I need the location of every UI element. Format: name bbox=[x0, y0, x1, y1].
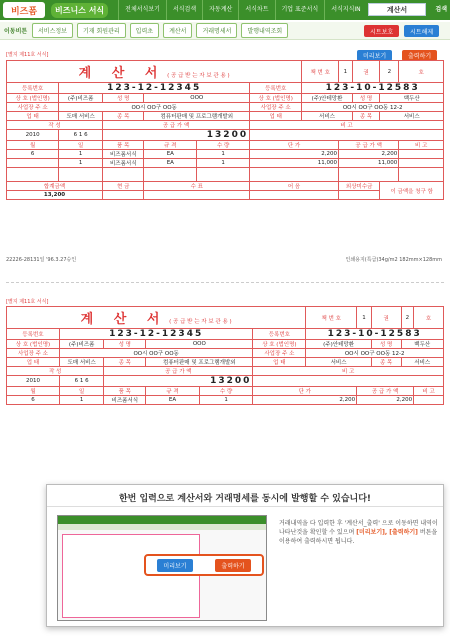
table-row bbox=[7, 168, 444, 182]
check-label: 수 표 bbox=[144, 182, 250, 191]
book-ho[interactable]: 2 bbox=[380, 61, 399, 83]
sheet-unprotect-button[interactable]: 시트해제 bbox=[404, 25, 439, 37]
print-button[interactable]: 출력하기 bbox=[402, 50, 437, 61]
col-qty: 수 량 bbox=[197, 141, 250, 150]
invoice-table-bottom: 계 산 서 ( 공 급 받 는 자 보 관 용 ) 책 번 호 1 권 2 호 등록번호 123-12-12345 등록번호 123-10-12583 상 호 (법인명) (주)비즈폼 성 명 OOO 상 호 (법인명) (주)안테망환 성 명 백두산 사업장 주 소 OO시 OO구 OO동 사업장 주 소 OO시 OO구 OO동 12-2 업 태 도매 서비스 종 목 컴퓨터판매 및 프로그램개발외 업 태 서비스 종 목 서비스 작 성 공 급 가 액 비 고 2010 6 1 6 13200 월 일 품 목 규 격 수 량 단 가 공 급 가 액 비 고 6 1 비즈폼서식 EA 1 2,200 2,200 bbox=[6, 306, 444, 405]
item-buyer[interactable]: 서비스 bbox=[380, 112, 444, 121]
table-row: 6 1 비즈폼서식 EA 1 2,200 2,200 bbox=[7, 396, 444, 405]
tab-service[interactable]: 서비스정보 bbox=[32, 23, 73, 38]
company-buyer[interactable]: (주)안테망환 bbox=[302, 94, 352, 103]
date-header: 작 성 bbox=[7, 121, 103, 130]
total-label: 합계금액 bbox=[7, 182, 103, 191]
ceo-buyer[interactable]: 백두산 bbox=[380, 94, 444, 103]
nav-item-all[interactable]: 전체서식보기 bbox=[118, 0, 166, 20]
tab-invoice[interactable]: 계산서 bbox=[163, 23, 192, 38]
month-day[interactable]: 6 1 6 bbox=[59, 130, 103, 141]
total-value[interactable]: 13,200 bbox=[7, 191, 103, 200]
section-label: [별지 제11호 서식] bbox=[6, 52, 49, 58]
bizform-logo[interactable]: 비즈폼 bbox=[3, 2, 45, 18]
year[interactable]: 2010 bbox=[7, 130, 59, 141]
top-nav bbox=[118, 0, 366, 20]
book-no-label: 책 번 호 bbox=[302, 61, 339, 83]
nav-item-chart[interactable]: 서식차트 bbox=[238, 0, 274, 20]
nav-item-calc[interactable]: 자동계산 bbox=[202, 0, 238, 20]
book-unit: 권 bbox=[352, 61, 380, 83]
search-button[interactable]: 검색 bbox=[435, 6, 447, 13]
company-label: 상 호 (법인명) bbox=[7, 94, 59, 103]
top-bar bbox=[0, 0, 450, 20]
addr-label: 사업장 주 소 bbox=[7, 103, 59, 112]
invoice-title-bottom: 계 산 서 bbox=[80, 312, 168, 327]
col-note: 비 고 bbox=[399, 141, 444, 150]
reg-no-supplier[interactable]: 123-12-12345 bbox=[59, 83, 250, 94]
addr-buyer[interactable]: OO시 OO구 OO동 12-2 bbox=[302, 103, 444, 112]
reg-label-buyer: 등록번호 bbox=[250, 83, 302, 94]
receipt-text: 이 금액을 청구 함 bbox=[380, 182, 444, 200]
biz-buyer[interactable]: 서비스 bbox=[302, 112, 352, 121]
bizform-sub-logo[interactable]: 비즈니스 서식 bbox=[51, 3, 108, 18]
col-spec: 규 격 bbox=[144, 141, 197, 150]
cash-label: 현 금 bbox=[103, 182, 144, 191]
mini-screenshot bbox=[57, 515, 267, 621]
mini-invoice bbox=[62, 534, 200, 618]
approval-note: 22226-28131일 '96.3.27승인 bbox=[6, 257, 77, 263]
company-label-buyer: 상 호 (법인명) bbox=[250, 94, 302, 103]
reg-label-supplier: 등록번호 bbox=[7, 83, 59, 94]
addr-label-buyer: 사업장 주 소 bbox=[250, 103, 302, 112]
col-item: 품 목 bbox=[103, 141, 144, 150]
book-ho-unit: 호 bbox=[399, 61, 444, 83]
item-label: 종 목 bbox=[103, 112, 144, 121]
nav-item-knowledge[interactable]: 서식지식IN bbox=[324, 0, 366, 20]
popup-heading: 한번 입력으로 계산서와 거래명세를 동시에 발행할 수 있습니다! bbox=[47, 485, 443, 507]
table-row: 6 1 비즈폼서식 EA 1 2,200 2,200 bbox=[7, 150, 444, 159]
nav-item-standard[interactable]: 기업 표준서식 bbox=[275, 0, 325, 20]
paper-note: 인쇄용지(특급)34g/m2 182mm×128mm bbox=[345, 257, 442, 263]
addr-supplier[interactable]: OO시 OO구 OO동 bbox=[59, 103, 250, 112]
item-label-buyer: 종 목 bbox=[352, 112, 380, 121]
tab-input[interactable]: 입력초 bbox=[130, 23, 159, 38]
ceo-label: 성 명 bbox=[103, 94, 144, 103]
search-input[interactable]: 계산서 bbox=[368, 3, 426, 16]
company-supplier[interactable]: (주)비즈폼 bbox=[59, 94, 103, 103]
tab-member[interactable]: 기재 회원관리 bbox=[77, 23, 126, 38]
nav-item-search[interactable]: 서식검색 bbox=[166, 0, 202, 20]
note-header: 비 고 bbox=[250, 121, 444, 130]
biz-label: 업 태 bbox=[7, 112, 59, 121]
col-supply: 공 급 가 액 bbox=[339, 141, 399, 150]
note-value[interactable] bbox=[250, 130, 444, 141]
credit-label: 외상미수금 bbox=[339, 182, 380, 191]
bill-label: 어 음 bbox=[250, 182, 339, 191]
section-label-bottom: [별지 제11호 서식] bbox=[6, 299, 49, 305]
popup-description: 거래내역을 다 입력한 후 '계산서_출력' 으로 이동하면 내역이 나타난것을 확인할 수 있으며 [미리보기], [출력하기] 버튼을 이용하여 출력하시면 됩니다. bbox=[279, 520, 438, 545]
supply-header: 공 급 가 액 bbox=[103, 121, 250, 130]
biz-label-buyer: 업 태 bbox=[250, 112, 302, 121]
mini-subbar bbox=[58, 524, 266, 530]
info-popup bbox=[46, 484, 444, 627]
tab-history[interactable]: 발행내역조회 bbox=[241, 23, 288, 38]
invoice-title-cell bbox=[7, 61, 302, 83]
biz-supplier[interactable]: 도매 서비스 bbox=[59, 112, 103, 121]
reg-no-buyer[interactable]: 123-10-12583 bbox=[302, 83, 444, 94]
col-month: 월 bbox=[7, 141, 59, 150]
supplier-copy-label: ( 공 급 받 는 자 보 관 용 ) bbox=[167, 73, 230, 79]
supply-amount[interactable]: 13200 bbox=[103, 130, 250, 141]
col-price: 단 가 bbox=[250, 141, 339, 150]
callout-buttons bbox=[144, 554, 264, 576]
invoice-title: 계 산 서 bbox=[78, 66, 166, 81]
move-label: 이동비튼 bbox=[4, 28, 28, 35]
tab-statement[interactable]: 거래명세서 bbox=[196, 23, 237, 38]
sheet-protect-button[interactable]: 시트보호 bbox=[364, 25, 399, 37]
invoice-table-top bbox=[6, 60, 444, 200]
ceo-label-buyer: 성 명 bbox=[352, 94, 380, 103]
item-supplier[interactable]: 컴퓨터판매 및 프로그램개발외 bbox=[144, 112, 250, 121]
book-no[interactable]: 1 bbox=[339, 61, 353, 83]
popup-preview-button[interactable]: 미리보기 bbox=[157, 559, 192, 572]
preview-button[interactable]: 미리보기 bbox=[357, 50, 392, 61]
popup-print-button[interactable]: 출력하기 bbox=[215, 559, 250, 572]
mini-topbar bbox=[58, 516, 266, 524]
ceo-supplier[interactable]: OOO bbox=[144, 94, 250, 103]
col-day: 일 bbox=[59, 141, 103, 150]
table-row: 1 비즈폼서식 EA 1 11,000 11,000 bbox=[7, 159, 444, 168]
divider bbox=[6, 282, 444, 283]
